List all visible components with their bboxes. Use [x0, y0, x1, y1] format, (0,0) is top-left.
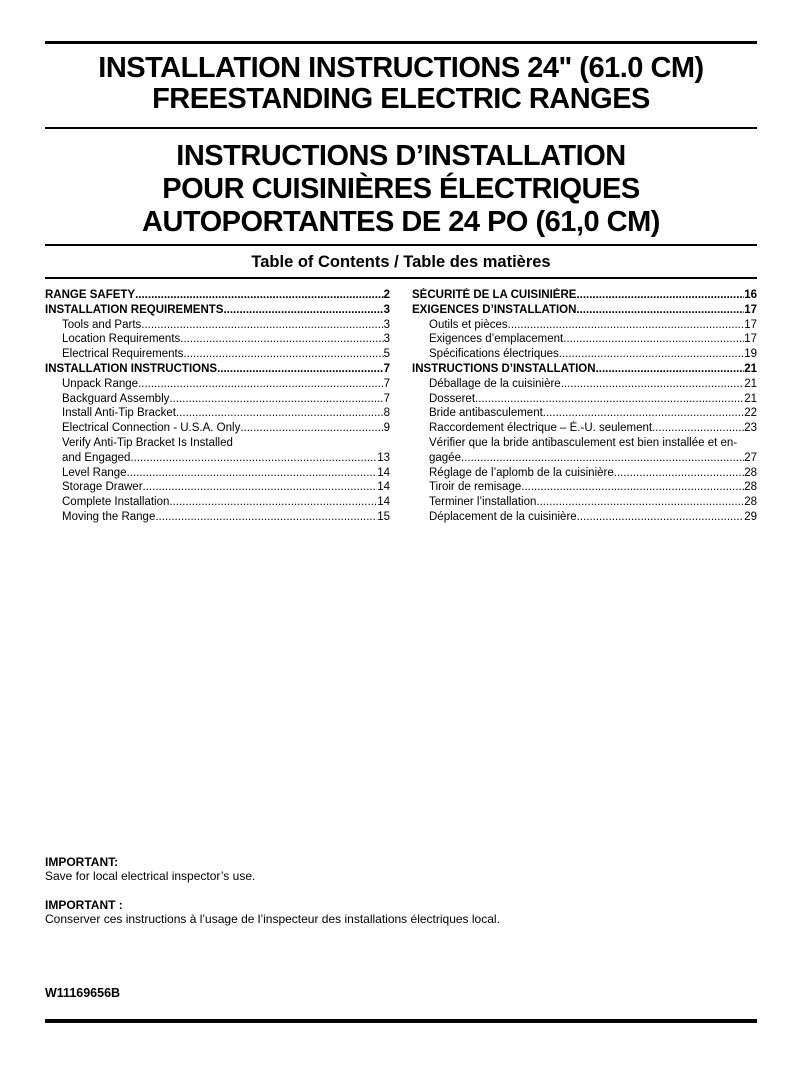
- toc-dot-leader: [240, 421, 383, 436]
- toc-dot-leader: [461, 451, 744, 466]
- top-rule: [45, 41, 757, 44]
- divider-rule: [45, 277, 757, 279]
- toc-entry: [412, 347, 757, 362]
- toc-entry-label: Raccordement électrique – É.-U. seulement: [429, 422, 653, 435]
- table-of-contents: [45, 288, 757, 525]
- toc-dot-leader: [130, 451, 377, 466]
- important-note-label: IMPORTANT :: [45, 897, 123, 912]
- toc-dot-leader: [543, 406, 744, 421]
- toc-entry-label: Dosseret: [429, 392, 476, 405]
- toc-dot-leader: [138, 377, 384, 392]
- toc-entry-page: 29: [744, 510, 757, 523]
- toc-entry-page: 27: [744, 451, 757, 464]
- toc-dot-leader: [169, 392, 383, 407]
- toc-dot-leader: [563, 332, 744, 347]
- toc-entry: [45, 436, 390, 451]
- toc-entry-label: Déplacement de la cuisinière: [429, 510, 577, 523]
- toc-entry-label: EXIGENCES D’INSTALLATION: [412, 303, 577, 316]
- toc-entry: [45, 347, 390, 362]
- important-notes: [45, 855, 757, 926]
- toc-dot-leader: [127, 466, 378, 481]
- toc-entry-page: 3: [383, 333, 390, 346]
- english-title: [45, 53, 757, 115]
- toc-entry-label: Spécifications électriques: [429, 348, 559, 361]
- toc-entry-label: Outils et pièces: [429, 318, 508, 331]
- toc-entry: [45, 421, 390, 436]
- divider-rule: [45, 244, 757, 246]
- toc-entry: [412, 451, 757, 466]
- toc-dot-leader: [521, 480, 744, 495]
- important-note-label: IMPORTANT:: [45, 854, 119, 869]
- toc-dot-leader: [561, 377, 745, 392]
- toc-entry: [412, 406, 757, 421]
- toc-entry: [45, 495, 390, 510]
- toc-entry-label: Unpack Range: [62, 377, 139, 390]
- toc-dot-leader: [577, 510, 745, 525]
- toc-entry-label: Réglage de l’aplomb de la cuisinière: [429, 466, 614, 479]
- toc-entry-label: Vérifier que la bride antibasculement est bien installée et en-: [429, 436, 738, 449]
- french-title-line-2: POUR CUISINIÈRES ÉLECTRIQUES: [162, 173, 640, 205]
- toc-entry-page: 17: [744, 318, 757, 331]
- toc-entry-page: 13: [377, 451, 390, 464]
- toc-entry-label: gagée: [429, 451, 461, 464]
- toc-entry: [412, 480, 757, 495]
- toc-entry-label: RANGE SAFETY: [45, 289, 136, 301]
- toc-entry: [45, 451, 390, 466]
- toc-dot-leader: [508, 318, 745, 333]
- toc-entry: [45, 332, 390, 347]
- toc-entry: [412, 392, 757, 407]
- toc-column: [45, 288, 390, 525]
- toc-entry-label: Level Range: [62, 466, 127, 479]
- toc-entry: [45, 362, 390, 377]
- toc-entry: [412, 303, 757, 318]
- toc-dot-leader: [180, 332, 383, 347]
- divider-rule: [45, 127, 757, 129]
- toc-entry-page: 8: [383, 407, 390, 420]
- toc-dot-leader: [141, 318, 383, 333]
- toc-entry: [412, 377, 757, 392]
- toc-entry: [45, 288, 390, 303]
- toc-entry-label: Bride antibasculement: [429, 407, 543, 420]
- toc-entry: [45, 406, 390, 421]
- toc-entry-page: 21: [744, 392, 757, 405]
- toc-entry-page: 5: [383, 348, 390, 361]
- toc-entry: [45, 303, 390, 318]
- toc-entry-label: Electrical Connection - U.S.A. Only: [62, 422, 241, 435]
- toc-entry-page: 7: [383, 392, 390, 405]
- toc-entry-label: Backguard Assembly: [62, 392, 170, 405]
- toc-entry-page: 28: [744, 496, 757, 509]
- french-title-line-3: AUTOPORTANTES DE 24 PO (61,0 CM): [142, 206, 660, 238]
- document-page: [0, 41, 802, 1023]
- toc-entry: [412, 288, 757, 303]
- toc-entry: [412, 421, 757, 436]
- toc-entry: [45, 466, 390, 481]
- toc-entry: [412, 510, 757, 525]
- important-note-text: Conserver ces instructions à l’usage de l’inspecteur des installations électriques local.: [45, 911, 500, 926]
- toc-entry-label: Location Requirements: [62, 333, 181, 346]
- toc-entry-label: Moving the Range: [62, 510, 156, 523]
- important-note-english: [45, 855, 757, 883]
- toc-entry-page: 22: [744, 407, 757, 420]
- toc-heading: Table of Contents / Table des matières: [251, 253, 551, 271]
- toc-entry-page: 19: [744, 348, 757, 361]
- toc-entry-page: 21: [744, 362, 757, 375]
- toc-dot-leader: [596, 362, 745, 377]
- toc-entry: [45, 318, 390, 333]
- toc-dot-leader: [176, 406, 384, 421]
- toc-dot-leader: [475, 392, 744, 407]
- toc-entry-label: Verify Anti-Tip Bracket Is Installed: [62, 436, 233, 449]
- toc-entry-page: 15: [377, 510, 390, 523]
- toc-dot-leader: [155, 510, 377, 525]
- toc-dot-leader: [652, 421, 744, 436]
- toc-entry-label: Exigences d’emplacement: [429, 333, 564, 346]
- toc-entry: [412, 318, 757, 333]
- toc-entry: [412, 332, 757, 347]
- french-title-line-1: INSTRUCTIONS D’INSTALLATION: [176, 140, 626, 172]
- toc-entry-label: and Engaged: [62, 451, 131, 464]
- toc-entry: [412, 495, 757, 510]
- toc-entry: [45, 377, 390, 392]
- toc-dot-leader: [223, 303, 383, 318]
- toc-dot-leader: [559, 347, 744, 362]
- toc-entry: [45, 480, 390, 495]
- toc-column: [412, 288, 757, 525]
- toc-entry-page: 7: [383, 377, 390, 390]
- important-note-french: [45, 898, 757, 926]
- toc-entry-page: 17: [744, 333, 757, 346]
- toc-dot-leader: [576, 303, 744, 318]
- toc-entry: [45, 510, 390, 525]
- toc-entry-page: 23: [744, 422, 757, 435]
- toc-entry-page: 17: [744, 303, 757, 316]
- toc-entry-label: INSTALLATION INSTRUCTIONS: [45, 362, 218, 375]
- toc-dot-leader: [135, 288, 384, 303]
- toc-dot-leader: [576, 288, 744, 303]
- toc-entry-label: Install Anti-Tip Bracket: [62, 407, 176, 420]
- toc-entry-page: 3: [383, 303, 390, 316]
- toc-entry-label: Storage Drawer: [62, 481, 143, 494]
- toc-entry-page: 14: [377, 496, 390, 509]
- toc-entry-label: Tools and Parts: [62, 318, 142, 331]
- toc-entry-page: 28: [744, 481, 757, 494]
- toc-dot-leader: [536, 495, 744, 510]
- toc-entry-label: SÉCURITÉ DE LA CUISINIÈRE: [412, 289, 577, 301]
- toc-entry-label: Déballage de la cuisinière: [429, 377, 561, 390]
- toc-dot-leader: [183, 347, 383, 362]
- toc-entry-label: Tiroir de remisage: [429, 481, 522, 494]
- toc-entry: [45, 392, 390, 407]
- bottom-rule: [45, 1019, 757, 1023]
- toc-entry-label: INSTRUCTIONS D’INSTALLATION: [412, 362, 596, 375]
- toc-entry-label: Electrical Requirements: [62, 348, 184, 361]
- toc-entry-page: 14: [377, 481, 390, 494]
- english-title-line-1: INSTALLATION INSTRUCTIONS 24" (61.0 CM): [98, 52, 704, 84]
- toc-entry-page: 14: [377, 466, 390, 479]
- part-number: W11169656B: [45, 985, 121, 1000]
- toc-dot-leader: [169, 495, 377, 510]
- toc-entry-label: INSTALLATION REQUIREMENTS: [45, 303, 224, 316]
- important-note-text: Save for local electrical inspector’s use.: [45, 868, 256, 883]
- toc-entry-page: 16: [744, 289, 757, 301]
- toc-entry: [412, 466, 757, 481]
- toc-entry-page: 2: [383, 289, 390, 301]
- toc-dot-leader: [614, 466, 744, 481]
- toc-entry-page: 9: [383, 422, 390, 435]
- toc-entry-page: 3: [383, 318, 390, 331]
- english-title-line-2: FREESTANDING ELECTRIC RANGES: [152, 83, 650, 115]
- toc-entry: [412, 362, 757, 377]
- toc-entry-page: 28: [744, 466, 757, 479]
- toc-dot-leader: [143, 480, 378, 495]
- toc-entry-page: 7: [383, 362, 390, 375]
- toc-entry-page: 21: [744, 377, 757, 390]
- toc-dot-leader: [217, 362, 384, 377]
- toc-entry-label: Complete Installation: [62, 496, 170, 509]
- toc-entry-label: Terminer l’installation: [429, 496, 537, 509]
- toc-entry: [412, 436, 757, 451]
- french-title: [45, 140, 757, 239]
